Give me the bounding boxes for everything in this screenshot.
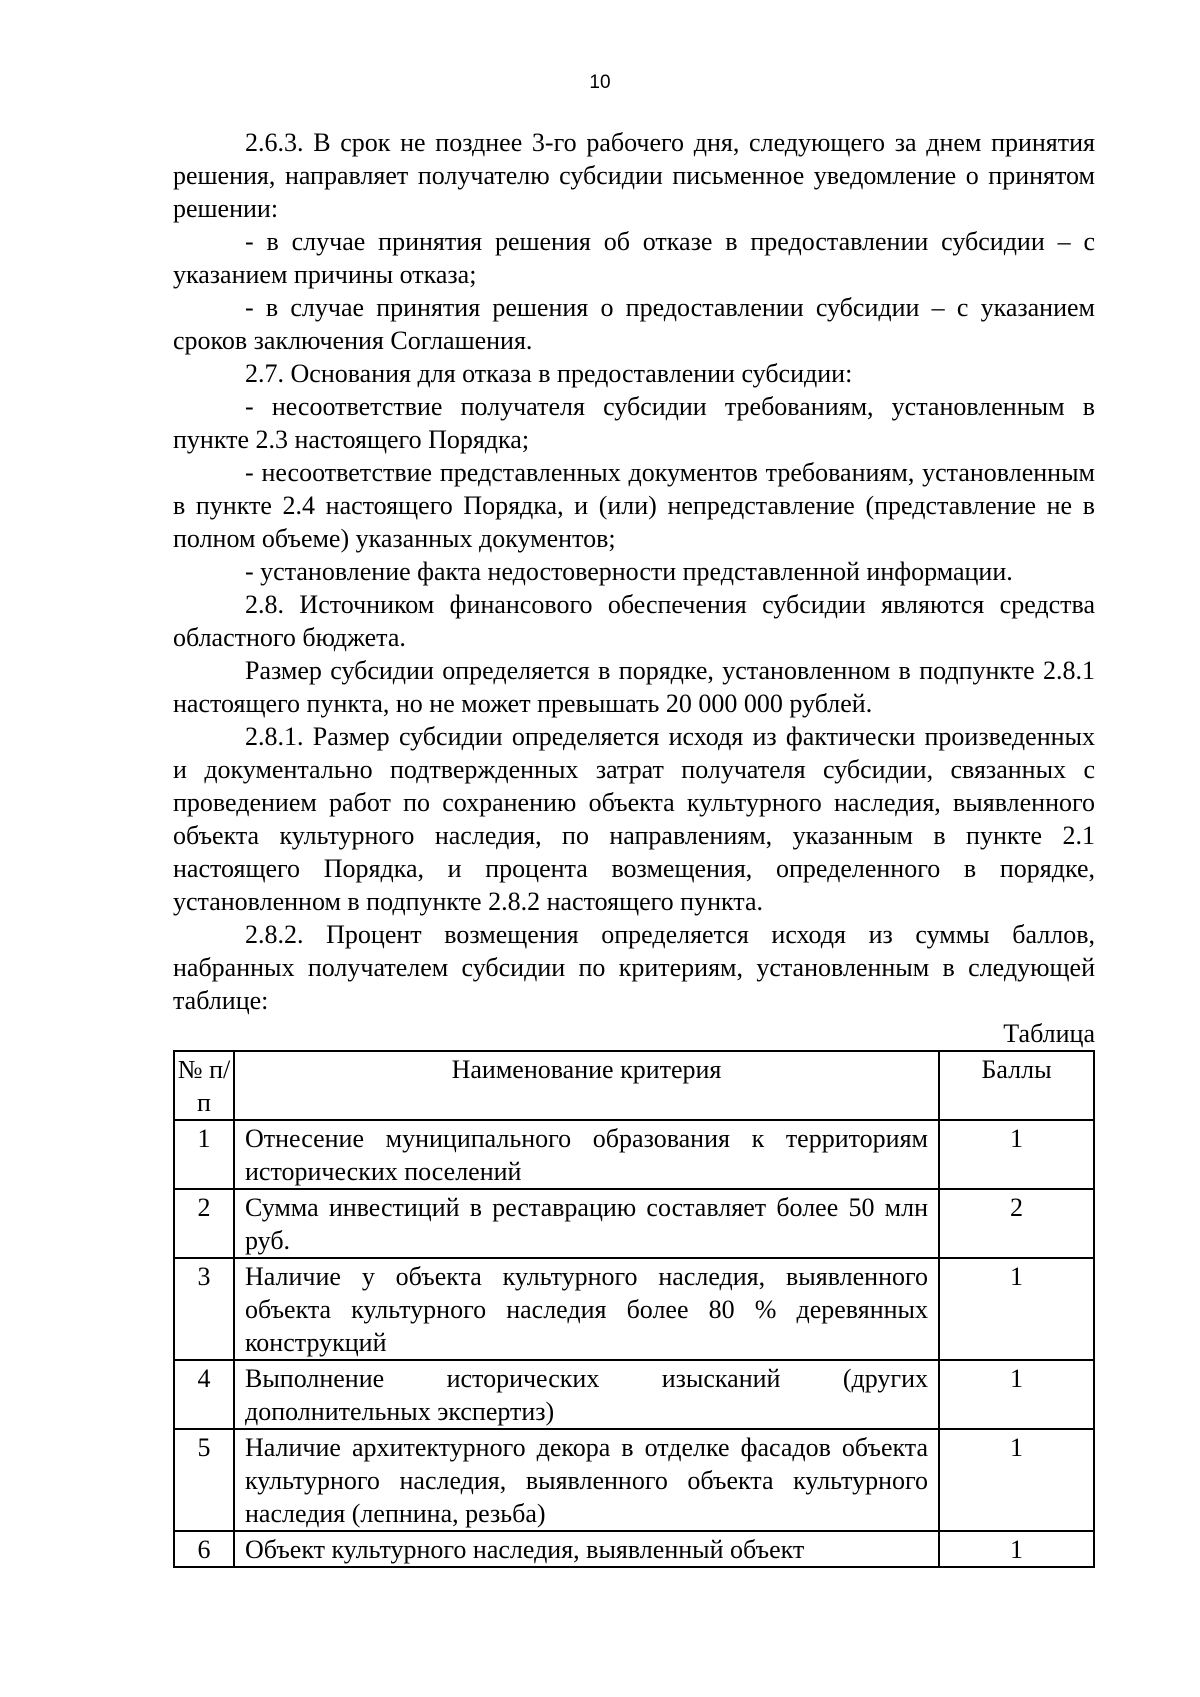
row-points: 1 bbox=[939, 1429, 1094, 1531]
paragraph-refusal-ground-2: - несоответствие представленных документов требованиям, установленным в пункте 2.4 настоящего Порядка, и (или) непредставление (представление не в полном объеме) указанных документов; bbox=[173, 458, 1095, 553]
paragraph-2-7: 2.7. Основания для отказа в предоставлении субсидии: bbox=[245, 359, 853, 388]
row-criterion: Объект культурного наследия, выявленный объект bbox=[234, 1531, 939, 1567]
row-num: 5 bbox=[174, 1429, 234, 1531]
document-body bbox=[173, 126, 1095, 1568]
paragraph-subsidy-size: Размер субсидии определяется в порядке, установленном в подпункте 2.8.1 настоящего пункта, но не может превышать 20 000 000 рублей. bbox=[173, 656, 1095, 718]
criteria-table bbox=[173, 1050, 1095, 1568]
header-name: Наименование критерия bbox=[234, 1051, 939, 1120]
row-points: 1 bbox=[939, 1120, 1094, 1189]
row-points: 1 bbox=[939, 1258, 1094, 1360]
row-num: 3 bbox=[174, 1258, 234, 1360]
paragraph-refusal-ground-1: - несоответствие получателя субсидии требованиям, установленным в пункте 2.3 настоящего Порядка; bbox=[173, 392, 1095, 454]
row-num: 4 bbox=[174, 1360, 234, 1429]
paragraph-2-6-3: 2.6.3. В срок не позднее 3-го рабочего дня, следующего за днем принятия решения, направляет получателю субсидии письменное уведомление о принятом решении: bbox=[173, 128, 1095, 223]
table-row bbox=[174, 1189, 1094, 1258]
row-criterion: Отнесение муниципального образования к территориям исторических поселений bbox=[234, 1120, 939, 1189]
row-num: 6 bbox=[174, 1531, 234, 1567]
header-points: Баллы bbox=[939, 1051, 1094, 1120]
table-row bbox=[174, 1258, 1094, 1360]
row-points: 1 bbox=[939, 1360, 1094, 1429]
table-row bbox=[174, 1120, 1094, 1189]
page-number: 10 bbox=[589, 72, 611, 93]
row-num: 2 bbox=[174, 1189, 234, 1258]
paragraph-refusal-notice: - в случае принятия решения об отказе в предоставлении субсидии – с указанием причины отказа; bbox=[173, 227, 1095, 289]
paragraph-2-8: 2.8. Источником финансового обеспечения субсидии являются средства областного бюджета. bbox=[173, 590, 1095, 652]
table-caption: Таблица bbox=[1003, 1019, 1095, 1048]
paragraph-2-8-2: 2.8.2. Процент возмещения определяется исходя из суммы баллов, набранных получателем субсидии по критериям, установленным в следующей таблице: bbox=[173, 920, 1095, 1015]
table-row bbox=[174, 1429, 1094, 1531]
paragraph-approval-notice: - в случае принятия решения о предоставлении субсидии – с указанием сроков заключения Соглашения. bbox=[173, 293, 1095, 355]
table-row bbox=[174, 1360, 1094, 1429]
row-criterion: Наличие у объекта культурного наследия, выявленного объекта культурного наследия более 80 % деревянных конструкций bbox=[234, 1258, 939, 1360]
row-criterion: Сумма инвестиций в реставрацию составляет более 50 млн руб. bbox=[234, 1189, 939, 1258]
row-points: 1 bbox=[939, 1531, 1094, 1567]
row-points: 2 bbox=[939, 1189, 1094, 1258]
row-criterion: Выполнение исторических изысканий (других дополнительных экспертиз) bbox=[234, 1360, 939, 1429]
row-num: 1 bbox=[174, 1120, 234, 1189]
row-criterion: Наличие архитектурного декора в отделке фасадов объекта культурного наследия, выявленного объекта культурного наследия (лепнина, резьба) bbox=[234, 1429, 939, 1531]
table-row bbox=[174, 1531, 1094, 1567]
table-header-row bbox=[174, 1051, 1094, 1120]
header-num: № п/п bbox=[174, 1051, 234, 1120]
paragraph-refusal-ground-3: - установление факта недостоверности представленной информации. bbox=[245, 557, 1013, 586]
paragraph-2-8-1: 2.8.1. Размер субсидии определяется исходя из фактически произведенных и документально подтвержденных затрат получателя субсидии, связанных с проведением работ по сохранению объекта культурного наследия, выявленного объекта культурного наследия, по направлениям, указанным в пункте 2.1 настоящего Порядка, и процента возмещения, определенного в порядке, установленном в подпункте 2.8.2 настоящего пункта. bbox=[173, 722, 1095, 916]
